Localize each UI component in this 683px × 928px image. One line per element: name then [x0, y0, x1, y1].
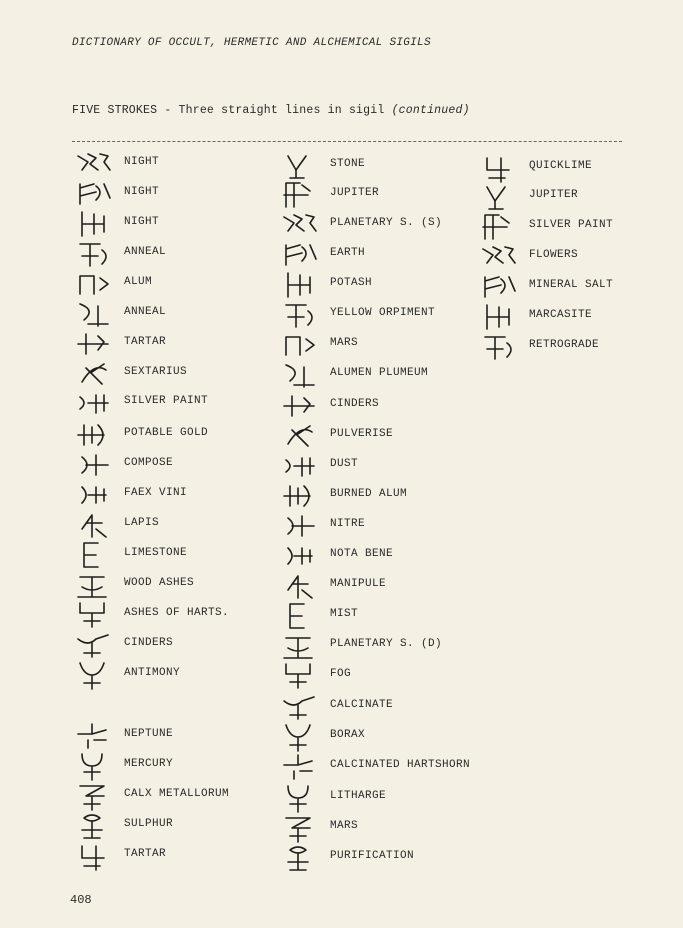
sigil-icon: [72, 268, 116, 300]
sigil-icon: [72, 569, 116, 601]
sigil-icon: [278, 420, 322, 452]
sigil-icon: [278, 540, 322, 572]
sigil-label: NIGHT: [124, 186, 160, 198]
sigil-icon: [72, 178, 116, 210]
sigil-label: NIGHT: [124, 216, 160, 228]
sigil-label: ANTIMONY: [124, 667, 181, 679]
sigil-label: PURIFICATION: [330, 850, 415, 862]
sigil-icon: [278, 269, 322, 301]
sigil-label: NITRE: [330, 518, 366, 530]
sigil-label: NIGHT: [124, 156, 160, 168]
sigil-icon: [72, 840, 116, 872]
sigil-icon: [278, 239, 322, 271]
sigil-icon: [278, 450, 322, 482]
sigil-label: MIST: [330, 608, 359, 620]
sigil-label: FLOWERS: [529, 249, 579, 261]
sigil-icon: [72, 659, 116, 691]
sigil-icon: [72, 780, 116, 812]
sigil-label: STONE: [330, 158, 366, 170]
sigil-icon: [477, 152, 521, 184]
sigil-icon: [278, 751, 322, 783]
sigil-label: MINERAL SALT: [529, 279, 614, 291]
sigil-label: MARCASITE: [529, 309, 593, 321]
sigil-label: WOOD ASHES: [124, 577, 195, 589]
sigil-label: NEPTUNE: [124, 728, 174, 740]
sigil-label: CALCINATED HARTSHORN: [330, 759, 471, 771]
sigil-label: PULVERISE: [330, 428, 394, 440]
sigil-icon: [72, 238, 116, 270]
sigil-icon: [72, 720, 116, 752]
sigil-icon: [278, 721, 322, 753]
sigil-icon: [72, 298, 116, 330]
sigil-icon: [72, 810, 116, 842]
sigil-icon: [278, 600, 322, 632]
sigil-label: TARTAR: [124, 336, 167, 348]
sigil-icon: [72, 479, 116, 511]
sigil-label: NOTA BENE: [330, 548, 394, 560]
sigil-icon: [278, 782, 322, 814]
sigil-icon: [477, 181, 521, 213]
sigil-label: EARTH: [330, 247, 366, 259]
sigil-label: MARS: [330, 337, 359, 349]
sigil-label: LIMESTONE: [124, 547, 188, 559]
sigil-label: BORAX: [330, 729, 366, 741]
sigil-icon: [72, 358, 116, 390]
sigil-label: CINDERS: [124, 637, 174, 649]
sigil-label: FOG: [330, 668, 352, 680]
sigil-icon: [477, 241, 521, 273]
sigil-label: ALUMEN PLUMEUM: [330, 367, 429, 379]
sigil-icon: [278, 390, 322, 422]
sigil-icon: [278, 299, 322, 331]
sigil-icon: [72, 148, 116, 180]
sigil-label: POTASH: [330, 277, 373, 289]
sigil-label: JUPITER: [330, 187, 380, 199]
sigil-label: ANNEAL: [124, 306, 167, 318]
sigil-label: DUST: [330, 458, 359, 470]
sigil-label: CALX METALLORUM: [124, 788, 230, 800]
sigil-icon: [477, 211, 521, 243]
section-continued: (continued): [391, 104, 470, 117]
sigil-icon: [477, 271, 521, 303]
sigil-label: YELLOW ORPIMENT: [330, 307, 436, 319]
sigil-icon: [72, 419, 116, 451]
sigil-icon: [278, 359, 322, 391]
sigil-icon: [72, 208, 116, 240]
sigil-label: CALCINATE: [330, 699, 394, 711]
sigil-label: ASHES OF HARTS.: [124, 607, 230, 619]
sigil-label: POTABLE GOLD: [124, 427, 209, 439]
sigil-label: BURNED ALUM: [330, 488, 408, 500]
sigil-label: CINDERS: [330, 398, 380, 410]
section-divider: [72, 141, 622, 142]
sigil-icon: [72, 509, 116, 541]
sigil-icon: [72, 328, 116, 360]
sigil-icon: [278, 510, 322, 542]
sigil-icon: [278, 480, 322, 512]
sigil-icon: [278, 179, 322, 211]
sigil-icon: [72, 599, 116, 631]
section-heading: [72, 104, 470, 117]
sigil-label: SILVER PAINT: [124, 395, 209, 407]
sigil-icon: [72, 629, 116, 661]
sigil-icon: [278, 570, 322, 602]
sigil-label: PLANETARY S. (D): [330, 638, 443, 650]
sigil-label: JUPITER: [529, 189, 579, 201]
sigil-icon: [278, 150, 322, 182]
sigil-icon: [278, 209, 322, 241]
sigil-label: TARTAR: [124, 848, 167, 860]
sigil-label: LITHARGE: [330, 790, 387, 802]
sigil-icon: [477, 331, 521, 363]
sigil-label: QUICKLIME: [529, 160, 593, 172]
sigil-icon: [72, 539, 116, 571]
page-number: 408: [70, 893, 92, 907]
sigil-icon: [72, 387, 116, 419]
sigil-icon: [72, 449, 116, 481]
sigil-icon: [278, 842, 322, 874]
sigil-icon: [278, 812, 322, 844]
sigil-label: SEXTARIUS: [124, 366, 188, 378]
sigil-icon: [477, 301, 521, 333]
sigil-label: ANNEAL: [124, 246, 167, 258]
sigil-icon: [278, 329, 322, 361]
sigil-icon: [72, 750, 116, 782]
section-title: FIVE STROKES - Three straight lines in sigil: [72, 104, 385, 117]
sigil-label: MANIPULE: [330, 578, 387, 590]
sigil-label: RETROGRADE: [529, 339, 600, 351]
sigil-icon: [278, 630, 322, 662]
running-head: DICTIONARY OF OCCULT, HERMETIC AND ALCHEMICAL SIGILS: [72, 37, 431, 49]
sigil-label: MARS: [330, 820, 359, 832]
sigil-label: LAPIS: [124, 517, 160, 529]
sigil-label: SULPHUR: [124, 818, 174, 830]
sigil-icon: [278, 691, 322, 723]
sigil-label: PLANETARY S. (S): [330, 217, 443, 229]
sigil-label: FAEX VINI: [124, 487, 188, 499]
sigil-label: ALUM: [124, 276, 153, 288]
sigil-label: COMPOSE: [124, 457, 174, 469]
sigil-label: MERCURY: [124, 758, 174, 770]
sigil-icon: [278, 660, 322, 692]
sigil-label: SILVER PAINT: [529, 219, 614, 231]
